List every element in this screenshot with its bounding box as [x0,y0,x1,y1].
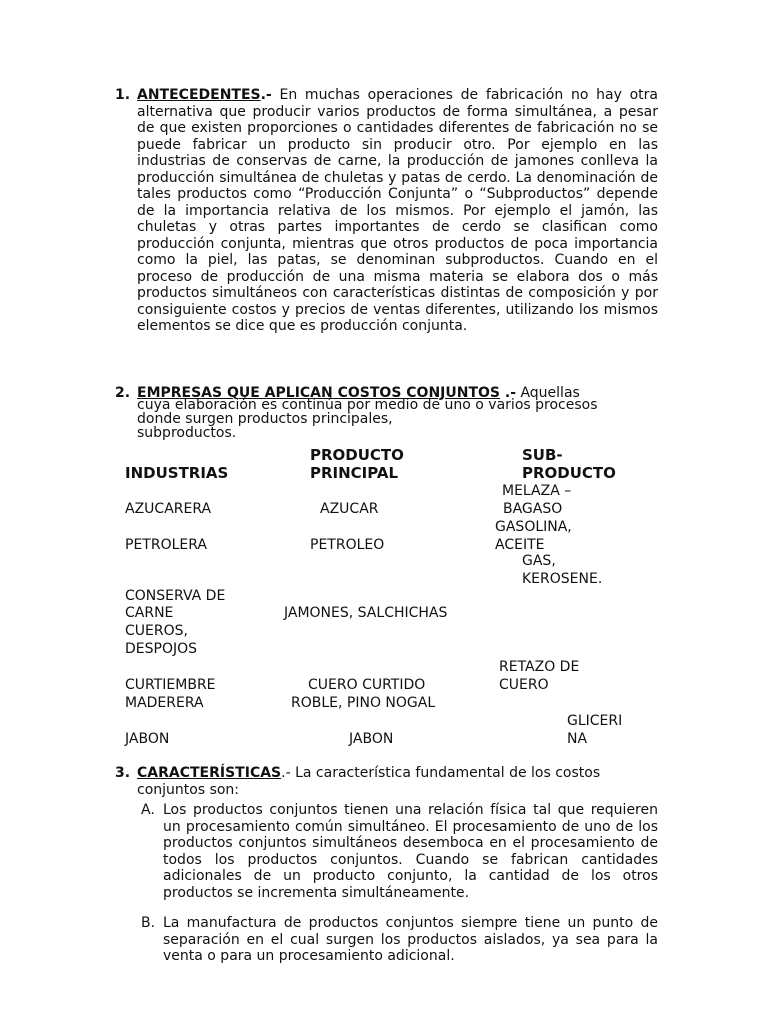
section-2-body-rest [137,398,598,440]
table-cell: JABON [349,731,394,747]
section-1-separator: .- [260,87,272,103]
table-cell: MADERERA [125,695,204,711]
header-producto-sub: PRODUCTO [522,464,616,482]
item-a-text: Los productos conjuntos tienen una relación física tal que requieren un procesamiento común simultáneo. El procesamiento de uno de los productos conjuntos simultáneos desemboca en el procesamiento de todos los productos conjuntos. Cuando se fabrican cantidades adicionales de un producto conjunto, la cantidad de los otros productos se incrementa simultáneamente. [163,802,658,901]
table-cell: GLICERI [567,713,623,729]
section-2-body-line: cuya elaboración es continúa por medio de uno o varios procesos [137,397,598,413]
section-1-heading: ANTECEDENTES [137,87,261,103]
table-cell: MELAZA – [502,483,572,499]
section-1-body: En muchas operaciones de fabricación no hay otra alternativa que producir varios productos de forma simultánea, a pesar de que existen proporciones o cantidades diferentes de fabricación no se puede fabricar un producto sin producir otro. Por ejemplo en las industrias de conservas de carne, la producción de jamones conlleva la producción simultánea de chuletas y patas de cerdo. La denominación de tales productos como “Producción Conjunta” o “Subproductos” depende de la importancia relativa de los mismos. Por ejemplo el jamón, las chuletas y otras partes importantes de cerdo se clasifican como producción conjunta, mientras que otros productos de poca importancia como la piel, las patas, se denominan subproductos. Cuando en el proceso de producción de una misma materia se elabora dos o más productos simultáneos con características distintas de composición y por consiguiente costos y precios de ventas diferentes, utilizando los mismos elementos se dice que es producción conjunta. [137,87,658,334]
section-2-body-first: Aquellas [516,385,580,401]
table-cell: CONSERVA DE [125,588,226,604]
header-industrias: INDUSTRIAS [125,464,229,482]
table-cell: CURTIEMBRE [125,677,216,693]
table-cell: GASOLINA, [495,519,572,535]
table-cell: JABON [125,731,170,747]
table-cell: ACEITE [495,537,545,553]
section-2-heading: EMPRESAS QUE APLICAN COSTOS CONJUNTOS [137,385,500,401]
section-3-heading: CARACTERÍSTICAS [137,765,282,781]
section-3-number: 3. [115,765,131,781]
section-3-separator: .- [281,765,291,781]
section-1-paragraph [137,87,658,335]
table-cell: PETROLEO [310,537,385,553]
table-cell: CUERO [499,677,549,693]
header-producto: PRODUCTO [310,446,404,464]
header-sub: SUB- [522,446,563,464]
header-principal: PRINCIPAL [310,464,399,482]
item-b-letter: B. [141,915,156,931]
section-3-intro-text: La característica fundamental de los costos conjuntos son: [137,765,601,798]
table-cell: RETAZO DE [499,659,580,675]
table-cell: BAGASO [503,501,563,517]
section-2-body-line: subproductos. [137,425,237,441]
table-cell: NA [567,731,588,747]
section-2-number: 2. [115,385,131,401]
section-1-number: 1. [115,87,131,103]
table-cell: KEROSENE. [522,571,603,587]
table-cell: ROBLE, PINO NOGAL [291,695,436,711]
table-cell: CUEROS, [125,623,188,639]
table-cell: CARNE [125,605,174,621]
table-cell: DESPOJOS [125,641,198,657]
table-cell: JAMONES, SALCHICHAS [284,605,448,621]
table-cell: CUERO CURTIDO [308,677,426,693]
section-2-separator: .- [500,385,517,401]
table-cell: PETROLERA [125,537,207,553]
item-b-text: La manufactura de productos conjuntos siempre tiene un punto de separación en el cual surgen los productos aislados, ya sea para la venta o para un procesamiento adicional. [163,915,658,964]
table-cell: AZUCARERA [125,501,212,517]
table-cell: GAS, [522,553,556,569]
item-a-letter: A. [141,802,155,818]
section-3-intro [137,765,662,798]
section-2-body-line: donde surgen productos principales, [137,411,393,427]
table-cell: AZUCAR [320,501,379,517]
